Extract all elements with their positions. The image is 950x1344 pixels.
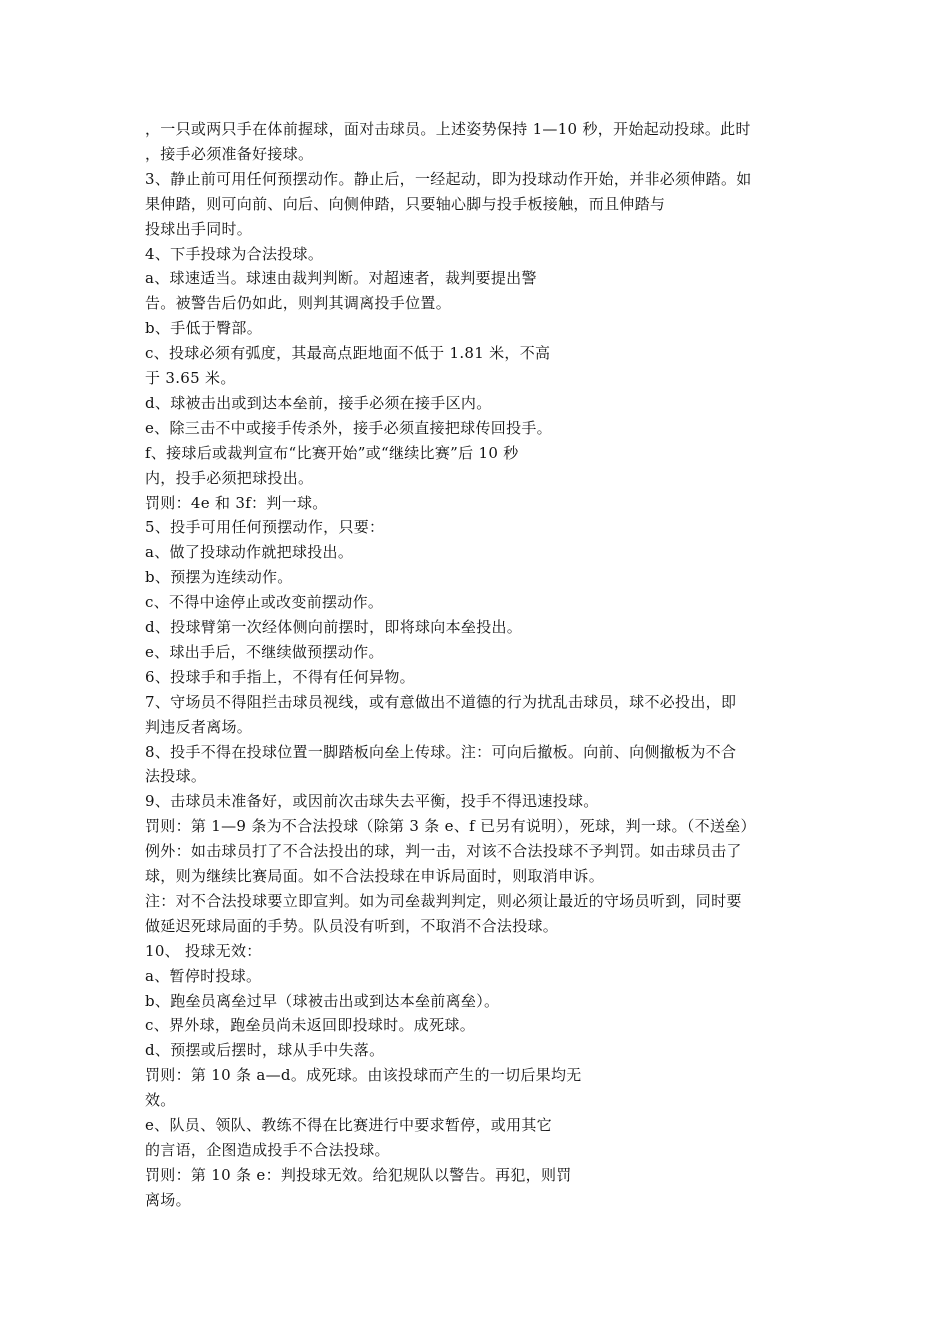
- text-line: a、暂停时投球。: [145, 966, 262, 985]
- text-line: f、接球后或裁判宣布“比赛开始”或“继续比赛”后 10 秒: [145, 443, 519, 462]
- text-line: 的言语，企图造成投手不合法投球。: [145, 1140, 390, 1159]
- text-line: 罚则：第 10 条 a—d。成死球。由该投球而产生的一切后果均无: [145, 1066, 582, 1085]
- text-line: 于 3.65 米。: [145, 369, 236, 387]
- text-line: 例外：如击球员打了不合法投出的球，判一击，对该不合法投球不予判罚。如击球员击了: [145, 842, 742, 861]
- text-line: 投球出手同时。: [145, 219, 253, 238]
- text-line: 5、投手可用任何预摆动作，只要：: [145, 518, 385, 537]
- text-line: e、除三击不中或接手传杀外，接手必须直接把球传回投手。: [145, 418, 552, 437]
- text-line: 内，投手必须把球投出。: [145, 468, 314, 487]
- text-line: 7、守场员不得阻拦击球员视线，或有意做出不道德的行为扰乱击球员，球不必投出，即: [145, 692, 737, 711]
- text-line: d、投球臂第一次经体侧向前摆时，即将球向本垒投出。: [145, 618, 523, 636]
- text-line: 4、下手投球为合法投球。: [145, 244, 324, 263]
- text-line: 罚则：第 1—9 条为不合法投球（除第 3 条 e、f 已另有说明），死球，判一球。（不送垒）: [145, 817, 756, 836]
- text-line: b、预摆为连续动作。: [145, 568, 293, 587]
- text-line: 离场。: [145, 1190, 191, 1209]
- text-line: 告。被警告后仍如此，则判其调离投手位置。: [145, 294, 452, 313]
- text-line: c、投球必须有弧度，其最高点距地面不低于 1.81 米，不高: [145, 344, 551, 363]
- text-line: 果伸踏，则可向前、向后、向侧伸踏，只要轴心脚与投手板接触，而且伸踏与: [145, 194, 666, 213]
- text-line: c、界外球，跑垒员尚未返回即投球时。成死球。: [145, 1016, 476, 1035]
- text-line: b、手低于臀部。: [145, 319, 263, 338]
- text-line: d、预摆或后摆时，球从手中失落。: [145, 1041, 385, 1060]
- text-line: c、不得中途停止或改变前摆动作。: [145, 593, 384, 612]
- text-line: 做延迟死球局面的手势。队员没有听到，不取消不合法投球。: [145, 916, 559, 935]
- text-line: 注：对不合法投球要立即宣判。如为司垒裁判判定，则必须让最近的守场员听到，同时要: [145, 891, 742, 910]
- text-line: 球，则为继续比赛局面。如不合法投球在申诉局面时，则取消申诉。: [145, 867, 605, 885]
- text-line: 3、静止前可用任何预摆动作。静止后，一经起动，即为投球动作开始，并非必须伸踏。如: [145, 169, 752, 188]
- text-line: a、球速适当。球速由裁判判断。对超速者，裁判要提出警: [145, 269, 537, 288]
- text-line: 效。: [145, 1091, 176, 1110]
- text-line: 10、 投球无效：: [145, 941, 262, 960]
- text-line: 9、击球员未准备好，或因前次击球失去平衡，投手不得迅速投球。: [145, 792, 599, 811]
- text-line: b、跑垒员离垒过早（球被击出或到达本垒前离垒）。: [145, 991, 500, 1010]
- text-line: 罚则：4e 和 3f：判一球。: [145, 493, 328, 512]
- text-line: 6、投球手和手指上，不得有任何异物。: [145, 667, 415, 686]
- text-line: ，一只或两只手在体前握球，面对击球员。上述姿势保持 1—10 秒，开始起动投球。此时: [145, 120, 751, 138]
- text-line: d、球被击出或到达本垒前，接手必须在接手区内。: [145, 393, 492, 412]
- text-line: 罚则：第 10 条 e：判投球无效。给犯规队以警告。再犯，则罚: [145, 1165, 572, 1184]
- text-line: 判违反者离场。: [145, 717, 253, 736]
- text-line: e、队员、领队、教练不得在比赛进行中要求暂停，或用其它: [145, 1116, 552, 1134]
- text-line: 8、投手不得在投球位置一脚踏板向垒上传球。注：可向后撤板。向前、向侧撤板为不合: [145, 742, 737, 761]
- text-line: e、球出手后，不继续做预摆动作。: [145, 642, 384, 661]
- text-line: a、做了投球动作就把球投出。: [145, 543, 354, 562]
- text-line: ，接手必须准备好接球。: [145, 144, 314, 163]
- text-line: 法投球。: [145, 767, 207, 786]
